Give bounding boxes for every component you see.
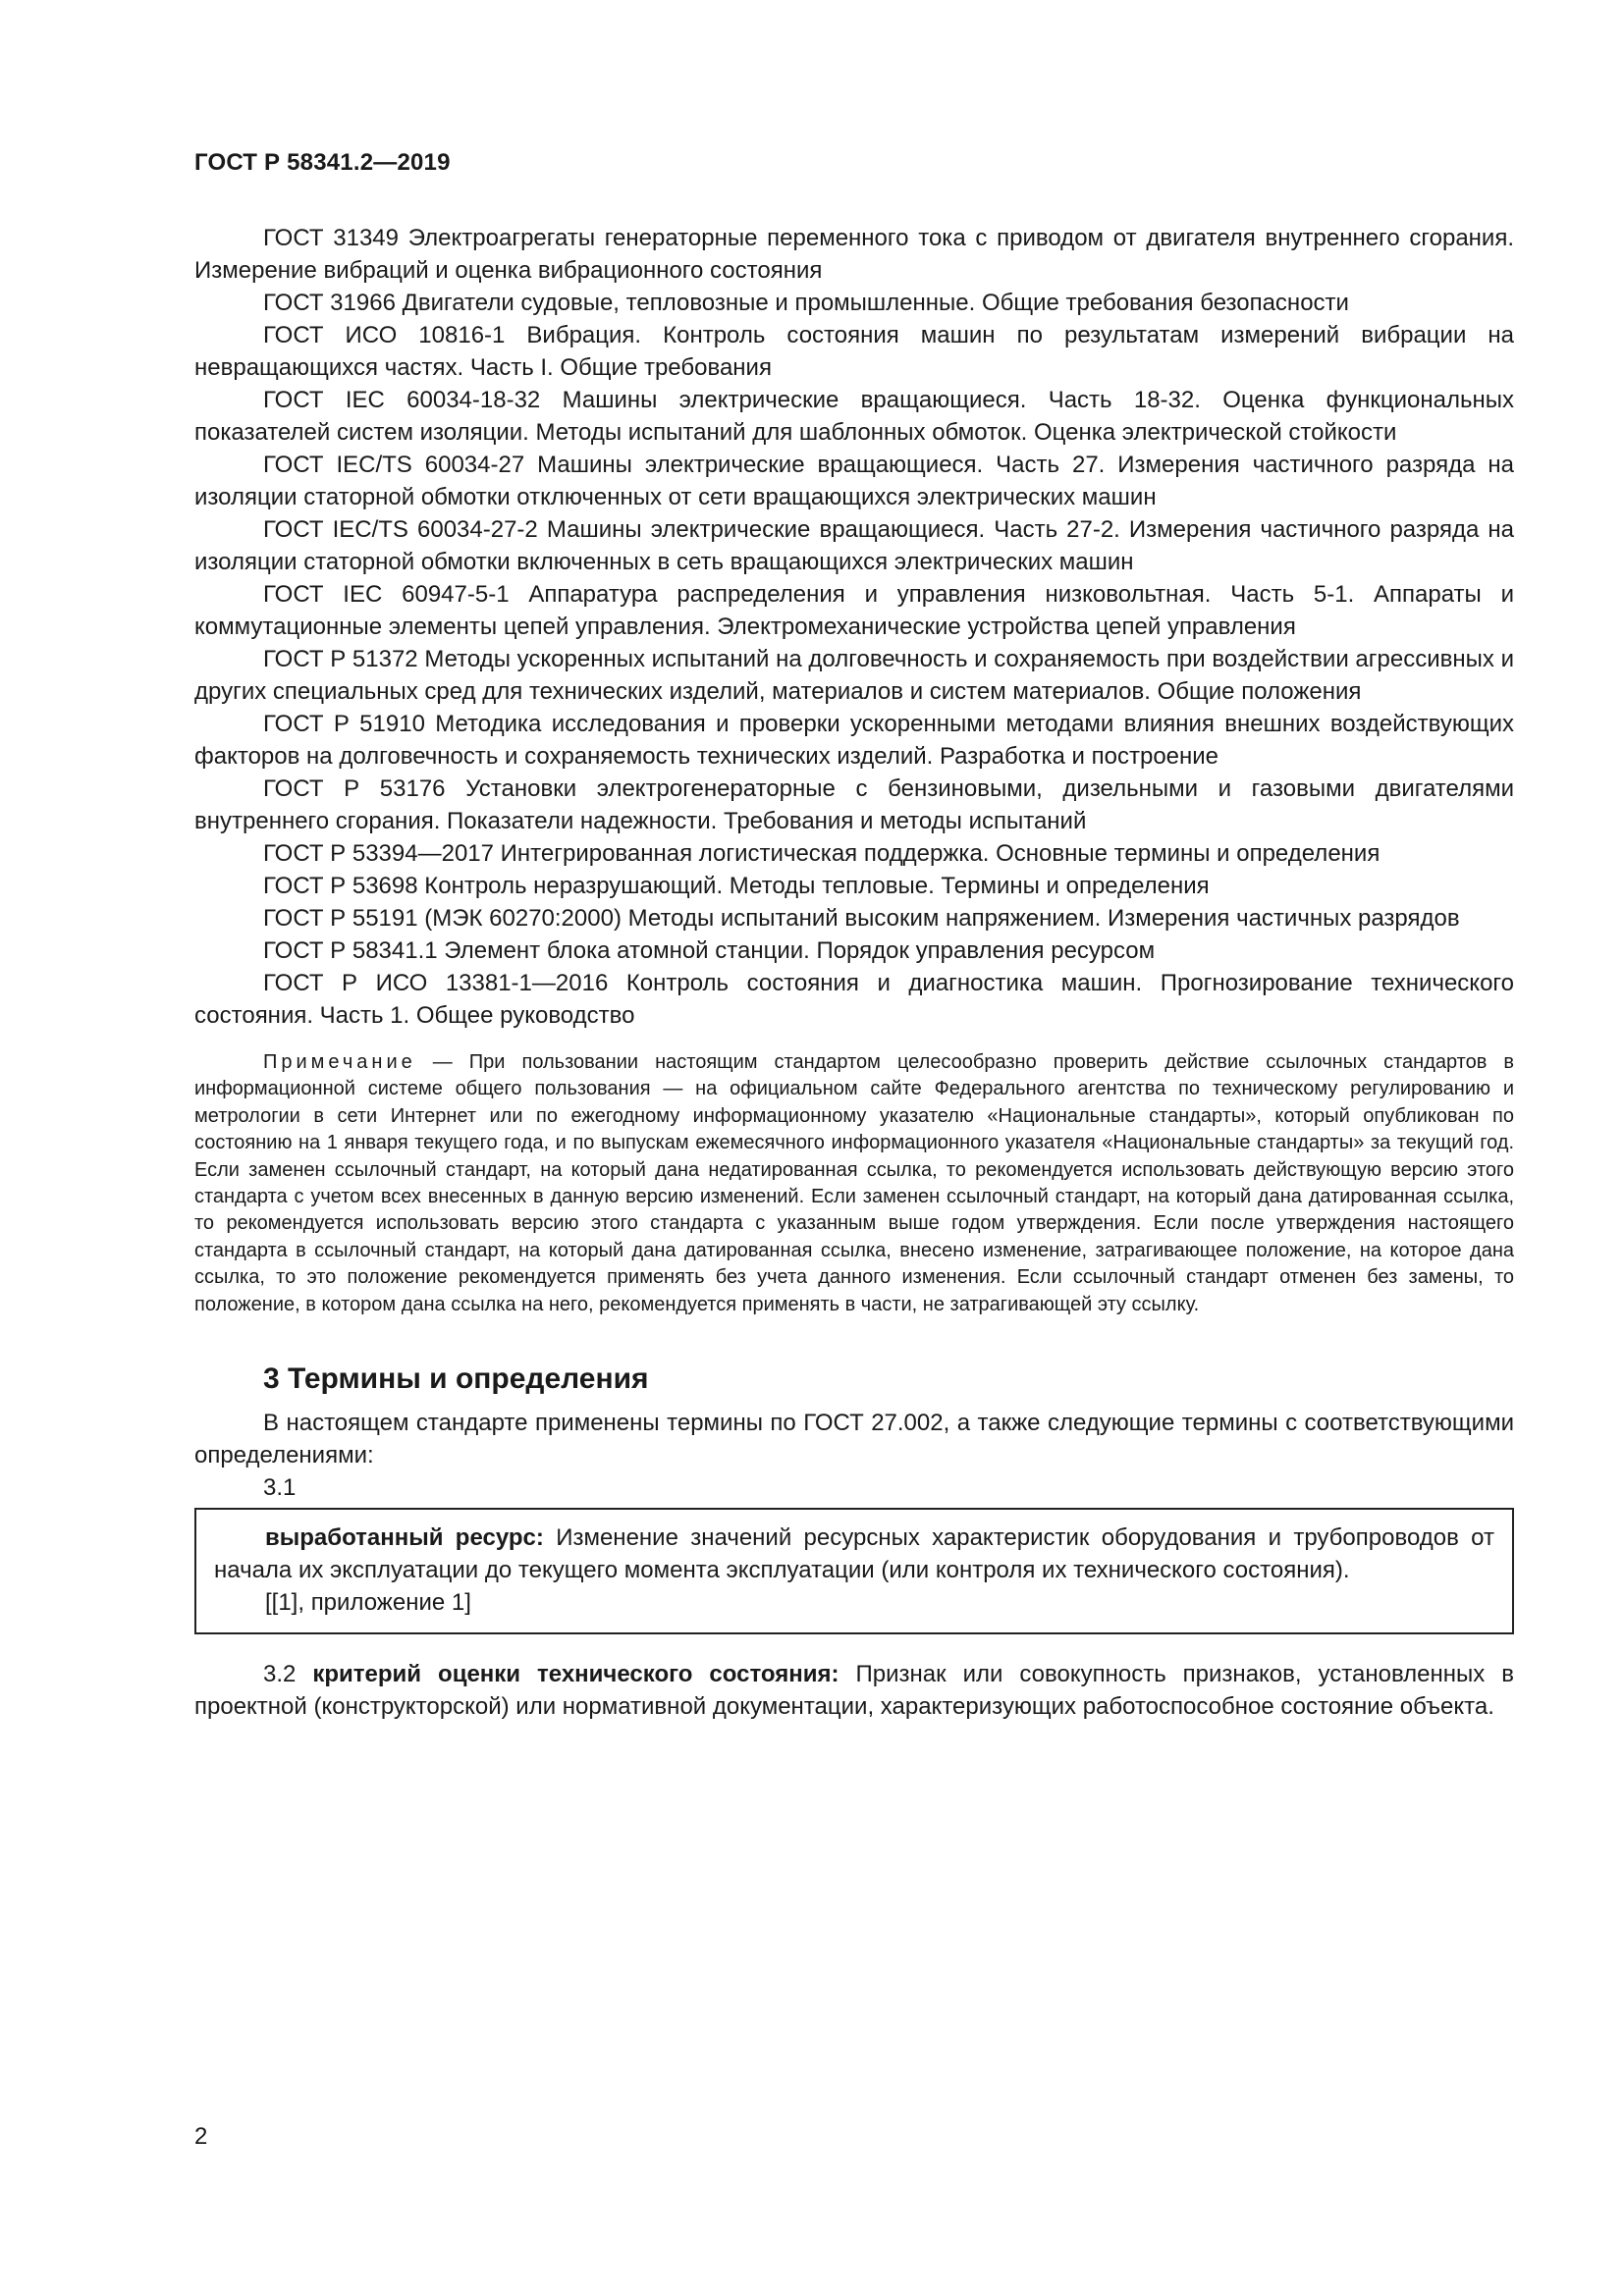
term-number-2: 3.2 bbox=[263, 1661, 313, 1688]
references-list bbox=[194, 222, 1514, 1032]
section-intro: В настоящем стандарте применены термины по ГОСТ 27.002, а также следующие термины с соответствующими определениями: bbox=[194, 1410, 1514, 1469]
note-text: — При пользовании настоящим стандартом целесообразно проверить действие ссылочных стандартов в информационной системе общего пользования — на официальном сайте Федерального агентства по техническому регулированию и метрологии в сети Интернет или по ежегодному информационному указателю «Национальные стандарты», который опубликован по состоянию на 1 января текущего года, и по выпускам ежемесячного информационного указателя «Национальные стандарты» за текущий год. Если заменен ссылочный стандарт, на который дана недатированная ссылка, то рекомендуется использовать действующую версию этого стандарта с учетом всех внесенных в данную версию изменений. Если заменен ссылочный стандарт, на который дана датированная ссылка, то рекомендуется использовать версию этого стандарта с указанным выше годом утверждения. Если после утверждения настоящего стандарта в ссылочный стандарт, на который дана датированная ссылка, внесено изменение, затрагивающее положение, на которое дана ссылка, то это положение рекомендуется применять без учета данного изменения. Если ссылочный стандарт отменен без замены, то положение, в котором дана ссылка на него, рекомендуется применять в части, не затрагивающей эту ссылку. bbox=[194, 1051, 1514, 1315]
term-source: [[1], приложение 1] bbox=[265, 1589, 471, 1617]
section-title: 3 Термины и определения bbox=[263, 1362, 649, 1396]
reference-item: ГОСТ Р 53394—2017 Интегрированная логистическая поддержка. Основные термины и определения bbox=[263, 840, 1380, 867]
document-header: ГОСТ Р 58341.2—2019 bbox=[194, 149, 451, 176]
term-definition bbox=[214, 1522, 1494, 1586]
note-paragraph bbox=[194, 1049, 1514, 1318]
term-definition-text: Изменение значений ресурсных характеристик оборудования и трубопроводов от начала их эксплуатации до текущего момента эксплуатации (или контроля их технического состояния). bbox=[214, 1524, 1494, 1584]
note-label: Примечание bbox=[263, 1051, 416, 1073]
term-definition-2 bbox=[194, 1658, 1514, 1723]
term-number: 3.1 bbox=[263, 1474, 297, 1502]
reference-item: ГОСТ IEC/TS 60034-27-2 Машины электрические вращающиеся. Часть 27-2. Измерения частичного разряда на изоляции статорной обмотки включенных в сеть вращающихся электрических машин bbox=[194, 516, 1514, 575]
reference-item: ГОСТ 31966 Двигатели судовые, тепловозные и промышленные. Общие требования безопасности bbox=[263, 290, 1349, 316]
reference-item: ГОСТ Р 51910 Методика исследования и проверки ускоренными методами влияния внешних воздействующих факторов на долговечность и сохраняемость технических изделий. Разработка и построение bbox=[194, 711, 1514, 770]
reference-item: ГОСТ IEC 60034-18-32 Машины электрические вращающиеся. Часть 18-32. Оценка функциональных показателей систем изоляции. Методы испытаний для шаблонных обмоток. Оценка электрической стойкости bbox=[194, 387, 1514, 446]
reference-item: ГОСТ Р 51372 Методы ускоренных испытаний на долговечность и сохраняемость при воздействии агрессивных и других специальных сред для технических изделий, материалов и систем материалов. Общие положения bbox=[194, 646, 1514, 705]
reference-item: ГОСТ 31349 Электроагрегаты генераторные переменного тока с приводом от двигателя внутреннего сгорания. Измерение вибраций и оценка вибрационного состояния bbox=[194, 225, 1514, 284]
reference-item: ГОСТ IEC 60947-5-1 Аппаратура распределения и управления низковольтная. Часть 5-1. Аппараты и коммутационные элементы цепей управления. Электромеханические устройства цепей управления bbox=[194, 581, 1514, 640]
reference-item: ГОСТ IEC/TS 60034-27 Машины электрические вращающиеся. Часть 27. Измерения частичного разряда на изоляции статорной обмотки отключенных от сети вращающихся электрических машин bbox=[194, 452, 1514, 510]
reference-item: ГОСТ Р 53176 Установки электрогенераторные с бензиновыми, дизельными и газовыми двигателями внутреннего сгорания. Показатели надежности. Требования и методы испытаний bbox=[194, 775, 1514, 834]
term-name: выработанный ресурс: bbox=[265, 1524, 544, 1552]
term-definition-box bbox=[194, 1508, 1514, 1634]
reference-item: ГОСТ Р 55191 (МЭК 60270:2000) Методы испытаний высоким напряжением. Измерения частичных разрядов bbox=[263, 905, 1460, 932]
page-number: 2 bbox=[194, 2123, 208, 2150]
term-definition-text-2: Признак или совокупность признаков, установленных в проектной (конструкторской) или нормативной документации, характеризующих работоспособное состояние объекта. bbox=[194, 1661, 1515, 1721]
term-name-2: критерий оценки технического состояния: bbox=[312, 1661, 839, 1688]
reference-item: ГОСТ Р 53698 Контроль неразрушающий. Методы тепловые. Термины и определения bbox=[263, 873, 1210, 899]
reference-item: ГОСТ Р ИСО 13381-1—2016 Контроль состояния и диагностика машин. Прогнозирование технического состояния. Часть 1. Общее руководство bbox=[194, 970, 1514, 1029]
reference-item: ГОСТ Р 58341.1 Элемент блока атомной станции. Порядок управления ресурсом bbox=[263, 937, 1156, 964]
page-content bbox=[194, 222, 1514, 1723]
reference-item: ГОСТ ИСО 10816-1 Вибрация. Контроль состояния машин по результатам измерений вибрации на невращающихся частях. Часть I. Общие требования bbox=[194, 322, 1514, 381]
